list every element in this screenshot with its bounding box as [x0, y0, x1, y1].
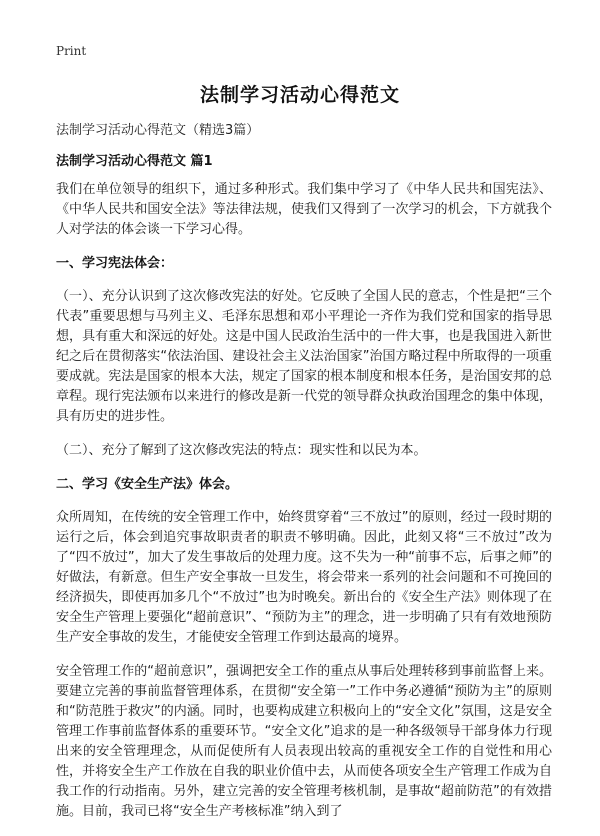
paragraph-intro: 我们在单位领导的组织下，通过多种形式。我们集中学习了《中华人民共和国宪法》、《中华人民共和国安全法》等法律法规，使我们又得到了一次学习的机会，下方就我个人对学法的体会谈一下学习心得。 — [56, 182, 552, 237]
heading-constitution: 一、学习宪法体会： — [56, 256, 174, 271]
paragraph-constitution-1: （一）、充分认识到了这次修改宪法的好处。它反映了全国人民的意志，个性是把“三个代表”重要思想与马列主义、毛泽东思想和邓小平理论一齐作为我们党和国家的指导思想，具有重大和深远的好处。这是中国人民政治生活中的一件大事，也是我国进入新世纪之后在贯彻落实“依法治国、建设社会主义法治国家”治国方略过程中所取得的一项重要成就。宪法是国家的根本大法，规定了国家的根本制度和根本任务，是治国安邦的总章程。现行宪法颁布以来进行的修改是新一代党的领导群众执政治国理念的集中体现，具有历史的进步性。 — [56, 289, 552, 424]
document-title: 法制学习活动心得范文 — [199, 84, 400, 106]
paragraph-safety-1: 众所周知，在传统的安全管理工作中，始终贯穿着“三不放过”的原则，经过一段时期的运行之后，体会到追究事故职责者的职责不够明确。因此，此刻又将“三不放过”改为了“四不放过”，加大了发生事故后的处理力度。这不失为一种“前事不忘，后事之师”的好做法，有新意。但生产安全事故一旦发生，将会带来一系列的社会问题和不可挽回的经济损失，即使再加多几个“不放过”也为时晚矣。新出台的《安全生产法》则体现了在安全生产管理上要强化“超前意识”、“预防为主”的理念，进一步明确了只有有效地预防生产安全事故的发生，才能使安全管理工作到达最高的境界。 — [56, 510, 552, 645]
section-title: 法制学习活动心得范文 篇1 — [56, 154, 213, 169]
paragraph-constitution-2: （二）、充分了解到了这次修改宪法的特点：现实性和以民为本。 — [56, 443, 427, 458]
document-body — [56, 180, 552, 836]
paragraph-safety-2: 安全管理工作的“超前意识”，强调把安全工作的重点从事后处理转移到事前监督上来。要建立完善的事前监督管理体系，在贯彻“安全第一”工作中务必遵循“预防为主”的原则和“防范胜于救灾”的内涵。同时，也要构成建立积极向上的“安全文化”氛围，这是安全管理工作事前监督体系的重要环节。“安全文化”追求的是一种各级领导干部身体力行现出来的安全管理理念，从而促使所有人员表现出较高的重视安全工作的自觉性和用心性，并将安全生产工作放在自我的职业价值中去，从而使各项安全生产管理工作成为自我工作的行动指南。另外，建立完善的安全管理考核机制，是事故“超前防范”的有效措施。目前，我司已将“安全生产考核标准”纳入到了 — [56, 664, 552, 819]
heading-safety-law: 二、学习《安全生产法》体会。 — [56, 477, 239, 492]
document-subtitle: 法制学习活动心得范文（精选3篇） — [56, 123, 260, 138]
print-link[interactable]: Print — [56, 44, 87, 58]
